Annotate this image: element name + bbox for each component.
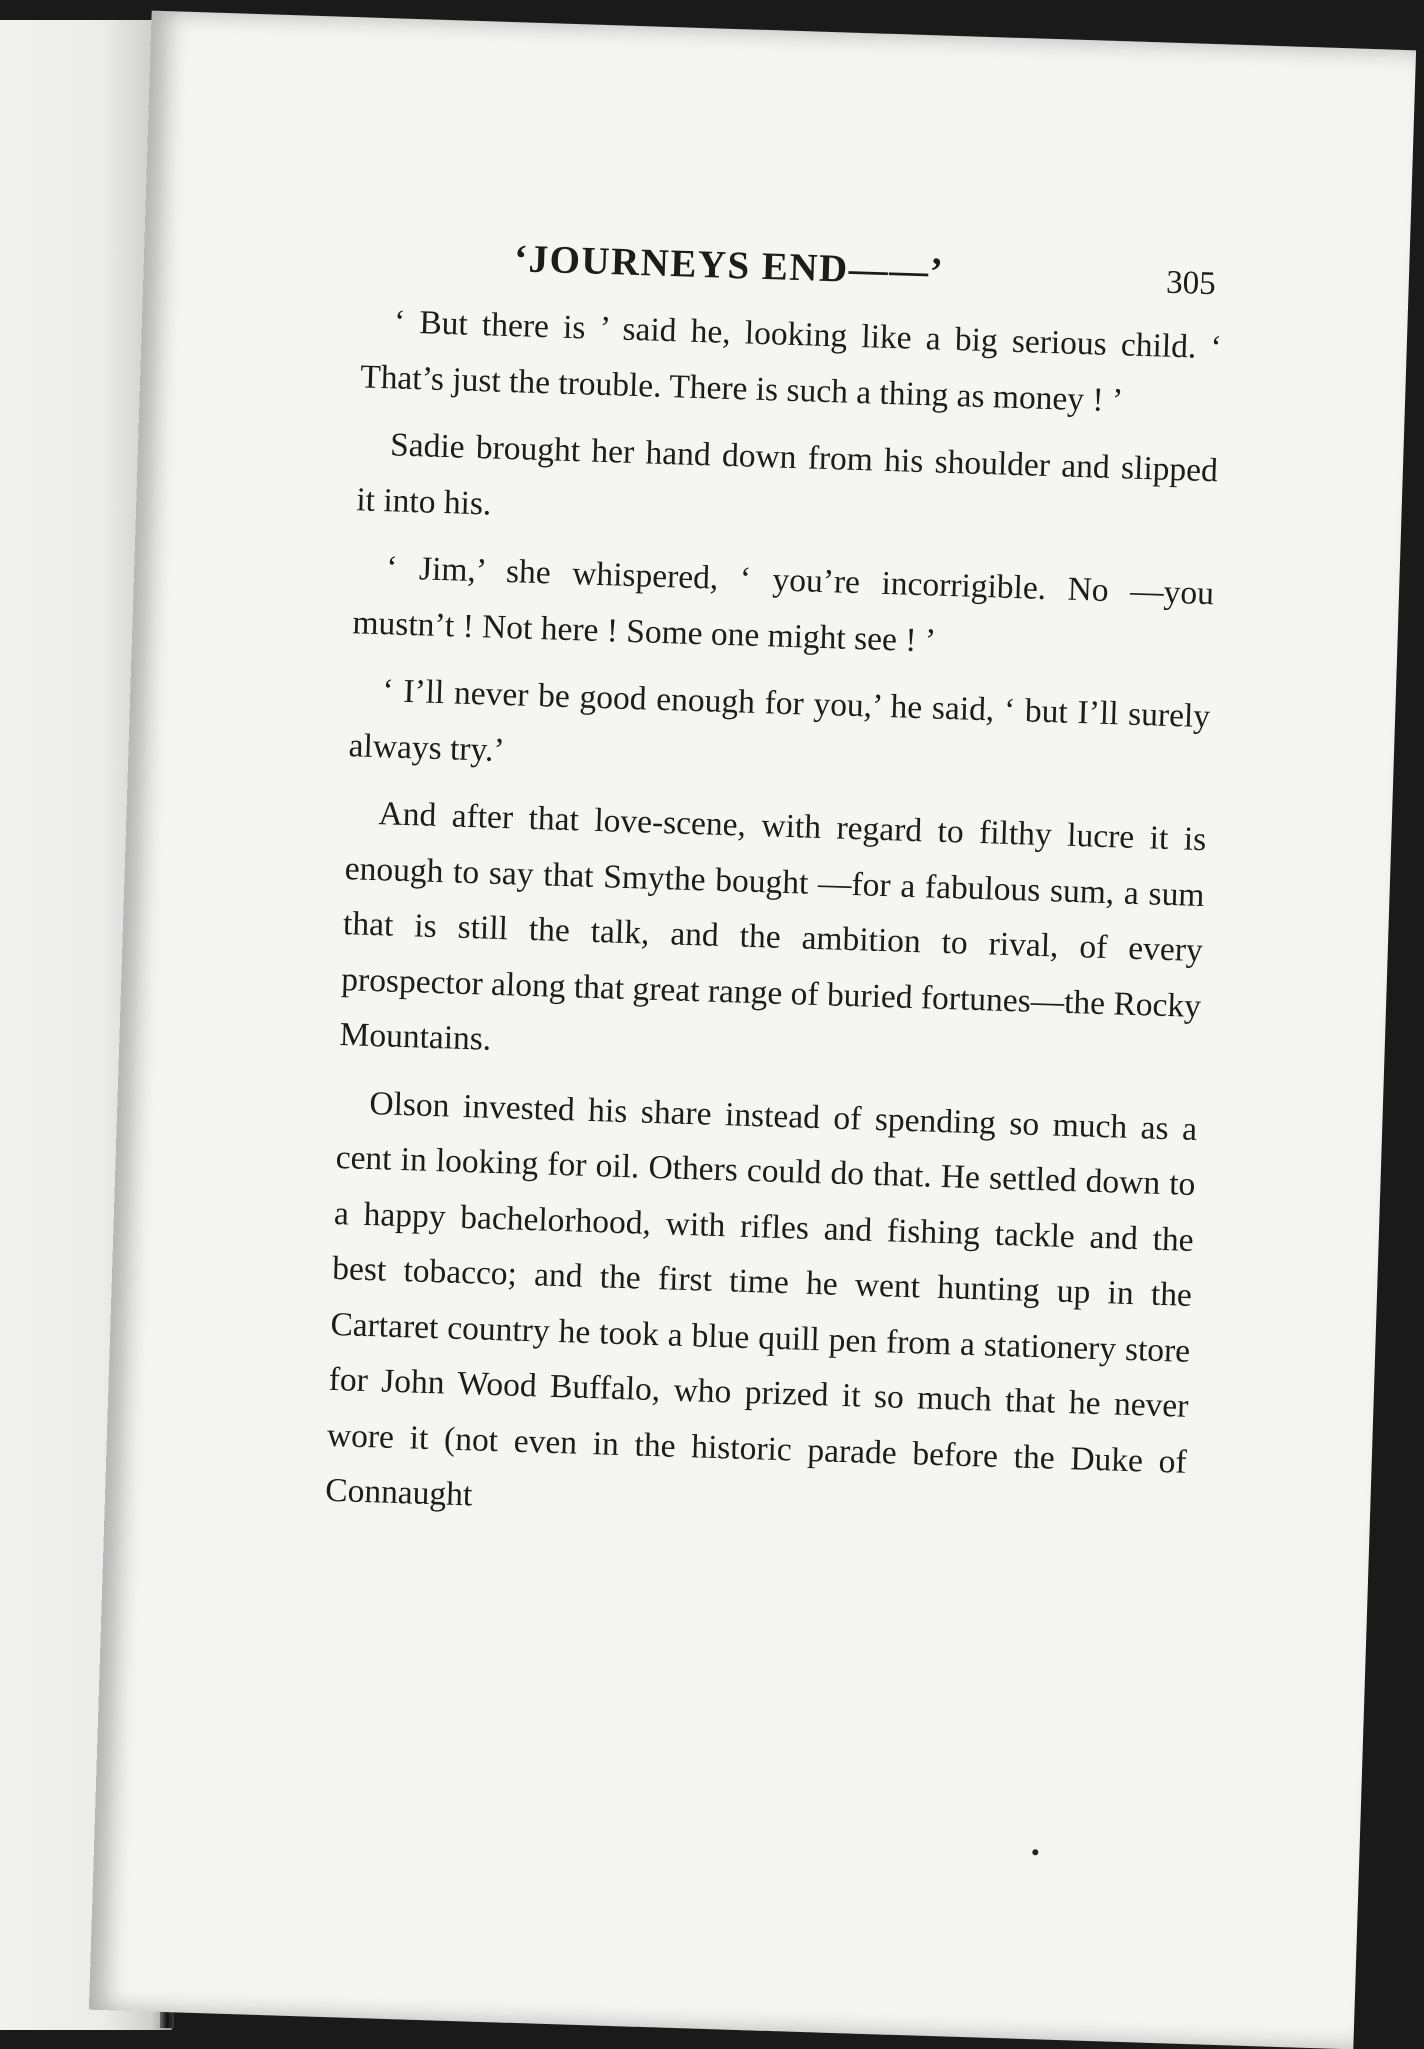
page-number: 305 xyxy=(1165,264,1217,303)
paragraph: ‘ Jim,’ she whispered, ‘ you’re incorrigible. No —you mustn’t ! Not here ! Some one might see ! ’ xyxy=(352,549,1215,660)
paragraph: And after that love-scene, with regard to filthy lucre it is enough to say that Smythe bought —for a fabulous sum, a sum that is still the talk, and the ambition to rival, of every prospector along that great range of buried fortunes—the Rocky Mountains. xyxy=(339,795,1207,1058)
paragraph: Olson invested his share instead of spending so much as a cent in looking for oil. Others could do that. He settled down to a happy bachelorhood, with rifles and fishing tackle and the best tobacco; and the first time he went hunting up in the Cartaret country he took a blue quill pen from a stationery store for John Wood Buffalo, who prized it so much that he never wore it (not even in the historic parade before the Duke of Connaught xyxy=(324,1084,1198,1514)
ink-speck xyxy=(1032,1849,1038,1855)
page-content xyxy=(324,217,1225,1557)
paragraph: ‘ But there is ’ said he, looking like a big serious child. ‘ That’s just the trouble. There is such a thing as money ! ’ xyxy=(359,303,1223,419)
book-page xyxy=(89,11,1416,2049)
paragraph: ‘ I’ll never be good enough for you,’ he said, ‘ but I’ll surely always try.’ xyxy=(348,672,1211,769)
paragraph: Sadie brought her hand down from his shoulder and slipped it into his. xyxy=(355,426,1219,523)
running-title: ‘JOURNEYS END——’ xyxy=(513,237,945,294)
